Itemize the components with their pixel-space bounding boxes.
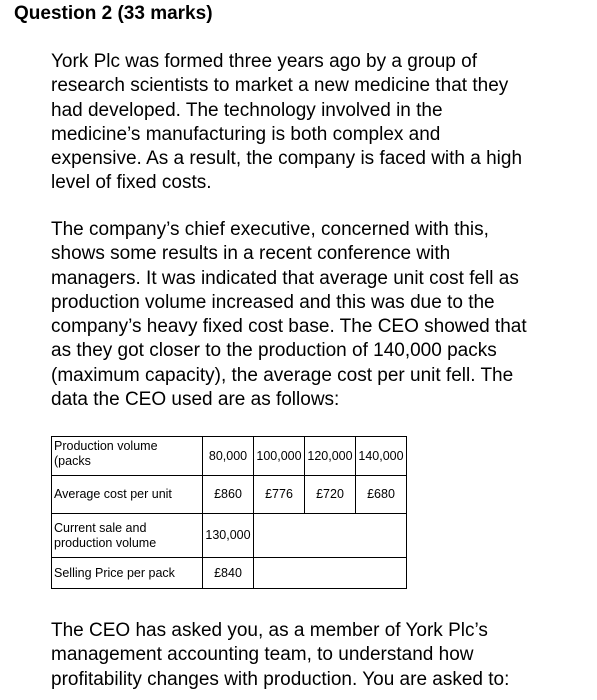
paragraph-line: managers. It was indicated that average unit cost fell as	[51, 267, 519, 289]
table-row	[52, 437, 407, 476]
paragraph-line: expensive. As a result, the company is faced with a high	[51, 148, 523, 170]
paragraph-line: as they got closer to the production of 140,000 packs	[51, 340, 497, 362]
paragraph-line: data the CEO used are as follows:	[51, 389, 340, 411]
table-cell: £680	[356, 476, 407, 514]
table-cell: £860	[203, 476, 254, 514]
paragraph-line: research scientists to market a new medicine that they	[51, 75, 509, 97]
table-cell: £776	[254, 476, 305, 514]
table-row	[52, 514, 407, 558]
row-label-current-sale	[52, 514, 203, 558]
table-row	[52, 476, 407, 514]
row-label-average-cost: Average cost per unit	[52, 476, 203, 514]
question-heading: Question 2 (33 marks)	[14, 3, 213, 24]
production-cost-table	[51, 436, 407, 589]
paragraph-line: management accounting team, to understand how	[51, 644, 474, 666]
paragraph-line: company’s heavy fixed cost base. The CEO showed that	[51, 316, 527, 338]
table-cell: 140,000	[356, 437, 407, 476]
row-label-line: Current sale and	[54, 520, 147, 535]
paragraph-line: had developed. The technology involved in the	[51, 99, 443, 121]
table-cell: £720	[305, 476, 356, 514]
paragraph-line: medicine’s manufacturing is both complex and	[51, 123, 441, 145]
row-label-selling-price: Selling Price per pack	[52, 558, 203, 589]
paragraph-line: York Plc was formed three years ago by a group of	[51, 51, 477, 72]
table-cell: 80,000	[203, 437, 254, 476]
table-cell: £840	[203, 558, 254, 589]
table-cell-empty	[254, 558, 407, 589]
intro-paragraph	[51, 50, 586, 196]
table-cell: 100,000	[254, 437, 305, 476]
paragraph-line: shows some results in a recent conference with	[51, 243, 451, 265]
paragraph-line: The company’s chief executive, concerned with this,	[51, 219, 489, 240]
ceo-paragraph	[51, 218, 586, 412]
paragraph-line: production volume increased and this was due to the	[51, 291, 495, 313]
table-cell: 120,000	[305, 437, 356, 476]
table-cell: 130,000	[203, 514, 254, 558]
row-label-line: (packs	[54, 454, 91, 468]
table-row	[52, 558, 407, 589]
task-paragraph	[51, 619, 586, 692]
row-label-line: Production volume	[54, 439, 158, 453]
row-label-production-volume	[52, 437, 203, 476]
row-label-line: production volume	[54, 535, 157, 550]
paragraph-line: (maximum capacity), the average cost per unit fell. The	[51, 364, 514, 386]
paragraph-line: level of fixed costs.	[51, 172, 212, 194]
paragraph-line: The CEO has asked you, as a member of York Plc’s	[51, 620, 488, 641]
table-cell-empty	[254, 514, 407, 558]
paragraph-line: profitability changes with production. You are asked to:	[51, 668, 510, 690]
